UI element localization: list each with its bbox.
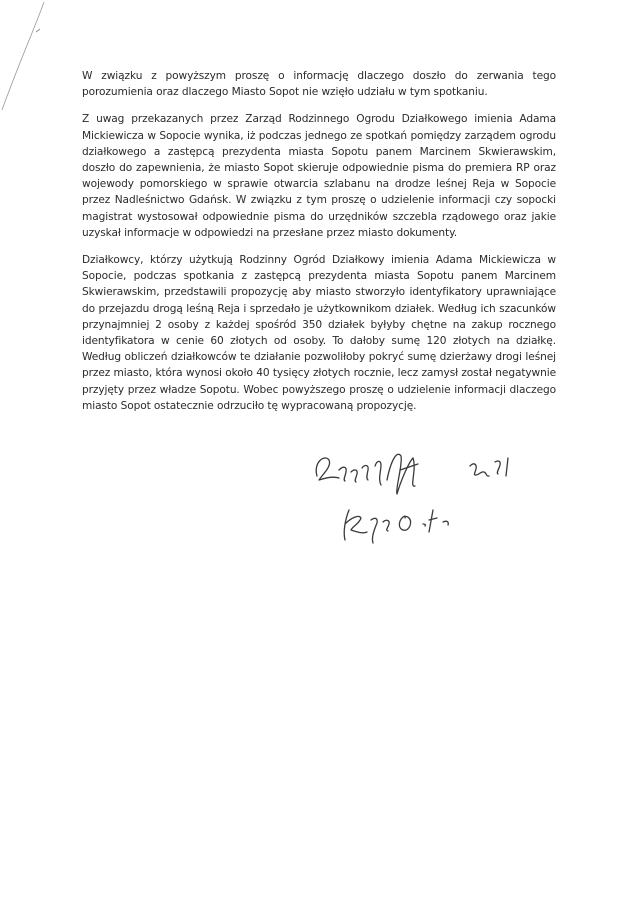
- scan-fold-mark: [0, 0, 60, 120]
- paragraph-1: W związku z powyższym proszę o informację dlaczego doszło do zerwania tego porozumienia oraz dlaczego Miasto Sopot nie wzięło udziału w tym spotkaniu.: [82, 70, 556, 99]
- paragraph-2: Z uwag przekazanych przez Zarząd Rodzinnego Ogrodu Działkowego imienia Adama Mickiewicza w Sopocie wynika, iż podczas jednego ze spotkań pomiędzy zarządem ogrodu działkowego a zastępcą prezydenta miasta Sopotu panem Marcinem Skwierawskim, doszło do zapewnienia, że miasto Sopot skieruje odpowiednie pisma do premiera RP oraz wojewody pomorskiego w sprawie otwarcia szlabanu na drodze leśnej Reja w Sopocie przez Nadleśnictwo Gdańsk. W związku z tym proszę o udzielenie informacji czy sopocki magistrat wystosował odpowiednie pisma do urzędników szczebla rządowego oraz jakie uzyskał informacje w odpowiedzi na przesłane przez miasto dokumenty.: [82, 113, 556, 239]
- paragraph-3: Działkowcy, którzy użytkują Rodzinny Ogród Działkowy imienia Adama Mickiewicza w Sopocie, podczas spotkania z zastępcą prezydenta miasta Sopotu panem Marcinem Skwierawskim, przedstawili propozycję aby miasto stworzyło identyfikatory uprawniające do przejazdu drogą leśną Reja i sprzedało je użytkownikom działek. Według ich szacunków przynajmniej 2 osoby z każdej spośród 350 działek byłyby chętne na zakup rocznego identyfikatora w cenie 60 złotych od osoby. To dałoby sumę 120 złotych na działkę. Według obliczeń działkowców te działanie pozwoliłoby pokryć sumę dzierżawy drogi leśnej przez miasto, która wynosi około 40 tysięcy złotych rocznie, lecz zamysł został negatywnie przyjęty przez władze Sopotu. Wobec powyższego proszę o udzielenie informacji dlaczego miasto Sopot ostatecznie odrzuciło tę wypracowaną propozycję.: [82, 254, 556, 412]
- letter-body: [82, 68, 556, 425]
- handwritten-signature: [305, 440, 555, 550]
